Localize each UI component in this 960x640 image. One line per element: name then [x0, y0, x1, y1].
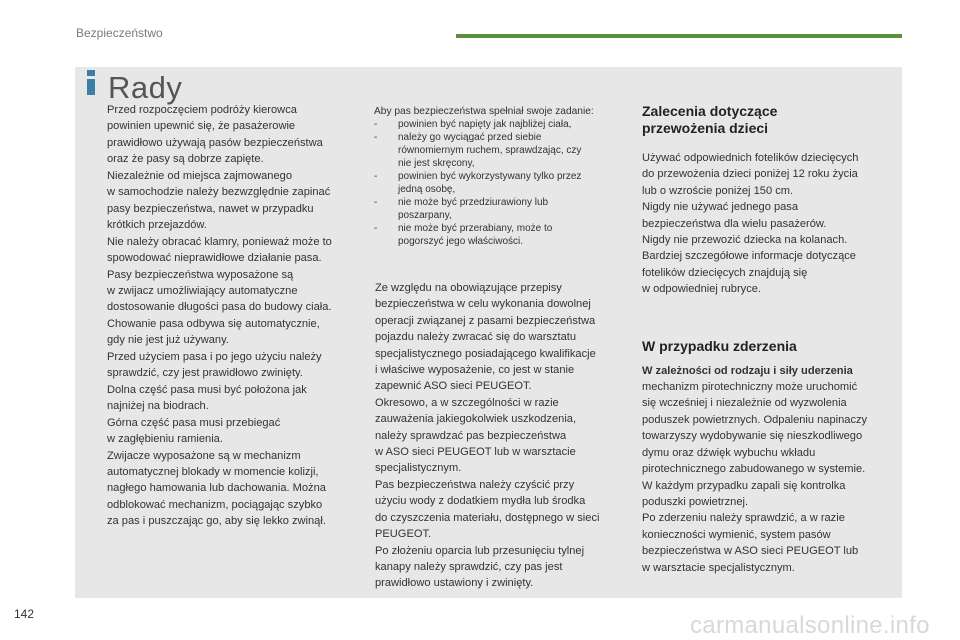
text-line: automatycznej blokady w momencie kolizji, [107, 465, 319, 478]
text-line: w warsztacie specjalistycznym. [642, 561, 795, 574]
rule-line: jedną osobę, [398, 184, 456, 195]
text-line: operacji związanej z pasami bezpieczeństwa [375, 314, 596, 327]
heading-collision: W przypadku zderzenia [642, 337, 797, 354]
text-line: Nigdy nie przewozić dziecka na kolanach. [642, 234, 848, 247]
text-line: Okresowo, a w szczególności w razie [375, 396, 559, 409]
text-line: należy sprawdzać pas bezpieczeństwa [375, 429, 567, 442]
text-line: PEUGEOT. [375, 528, 432, 541]
text-line: pojazdu należy zwracać się do warsztatu [375, 331, 577, 344]
text-line: lub o wzroście poniżej 150 cm. [642, 184, 794, 197]
text-line: nagłego hamowania lub dachowania. Można [107, 482, 326, 495]
text-line: prawidłowo ustawiony i zwinięty. [375, 577, 534, 590]
text-line: specjalistycznego posiadającego kwalifikacje [375, 347, 596, 360]
text-line: powinien upewnić się, że pasażerowie [107, 120, 296, 133]
text-line: za pas i puszczając go, aby się lekko zwinął. [107, 515, 326, 528]
text-line: Niezależnie od miejsca zajmowanego [107, 169, 292, 182]
text-line: Dolna część pasa musi być położona jak [107, 383, 307, 396]
text-line: dostosowanie długości pasa do budowy ciała. [107, 301, 332, 314]
text-line: Przed rozpoczęciem podróży kierowca [107, 104, 297, 116]
collision-subheading: W zależności od rodzaju i siły uderzenia [642, 364, 853, 377]
text-line: użyciu wody z dodatkiem mydła lub środka [375, 495, 586, 508]
dash-bullet: - [374, 119, 378, 130]
text-line: w zagłębieniu ramienia. [107, 433, 223, 446]
text-line: bezpieczeństwa w ASO sieci PEUGEOT lub [642, 545, 859, 558]
text-line: Ze względu na obowiązujące przepisy [375, 282, 562, 294]
paragraph-child-transport [642, 150, 900, 298]
rule-line: nie może być przerabiany, może to [398, 223, 553, 234]
rule-item [374, 222, 630, 248]
text-line: W każdym przypadku zapali się kontrolka [642, 479, 846, 492]
text-line: do przewożenia dzieci poniżej 12 roku życia [642, 168, 858, 181]
rule-line: nie może być przedziurawiony lub [398, 197, 549, 208]
text-line: zapewnić ASO sieci PEUGEOT. [375, 380, 532, 393]
dash-bullet: - [374, 171, 378, 182]
heading-child-transport [642, 103, 900, 137]
text-line: zauważenia jakiegokolwiek uszkodzenia, [375, 413, 577, 426]
rules-list [374, 118, 630, 248]
text-line: w ASO sieci PEUGEOT lub w warsztacie [375, 446, 576, 459]
rule-line: powinien być napięty jak najbliżej ciała, [398, 119, 572, 130]
text-line: gdy nie jest już używany. [107, 334, 229, 347]
page-number: 142 [14, 607, 35, 621]
rule-item [374, 118, 630, 131]
dash-bullet: - [374, 132, 378, 143]
paragraph-collision [642, 363, 900, 576]
text-line: poduszek powietrznych. Odpaleniu napinaczy [642, 413, 868, 426]
text-line: Przed użyciem pasa i po jego użyciu należy [107, 350, 322, 363]
text-line: odblokować mechanizm, pociągając szybko [107, 498, 323, 511]
text-line: Nie należy obracać klamry, ponieważ może to [107, 235, 332, 248]
heading-line: Zalecenia dotyczące [642, 103, 778, 119]
text-line: i właściwe wyposażenie, co jest w stanie [375, 364, 575, 377]
text-line: bezpieczeństwa dla wielu pasażerów. [642, 217, 827, 230]
text-line: towarzyszy wydobywanie się nieszkodliwego [642, 430, 863, 443]
text-line: Po złożeniu oparcia lub przesunięciu tylnej [375, 544, 585, 557]
info-icon [86, 70, 99, 100]
text-line: do czyszczenia materiału, dostępnego w sieci [375, 511, 600, 524]
heading-line: przewożenia dzieci [642, 120, 769, 136]
text-line: poduszki powietrznej. [642, 495, 749, 508]
text-line: dymu oraz dźwięk wybuchu wkładu [642, 446, 816, 459]
text-line: bezpieczeństwa w celu wykonania dowolnej [375, 298, 591, 311]
text-line: spowodować nieprawidłowe działanie pasa. [107, 252, 322, 265]
text-line: Bardziej szczegółowe informacje dotyczące [642, 250, 856, 263]
text-line: sprawdzić, czy jest prawidłowo zwinięty. [107, 367, 303, 380]
dash-bullet: - [374, 223, 378, 234]
text-line: pirotechnicznego zabudowanego w systemie. [642, 463, 866, 476]
rule-item [374, 131, 630, 170]
rule-line: należy go wyciągać przed siebie [398, 132, 542, 143]
rules-intro: Aby pas bezpieczeństwa spełniał swoje zadanie: [374, 106, 594, 117]
text-line: pasy bezpieczeństwa, nawet w przypadku [107, 202, 314, 215]
text-line: Chowanie pasa odbywa się automatycznie, [107, 317, 320, 330]
rule-item [374, 196, 630, 222]
text-line: Zwijacze wyposażone są w mechanizm [107, 449, 301, 462]
column-middle-rules [374, 105, 630, 248]
column-middle-text [375, 280, 633, 592]
text-line: Po zderzeniu należy sprawdzić, a w razie [642, 512, 845, 525]
text-line: Używać odpowiednich fotelików dziecięcych [642, 152, 859, 164]
text-line: w odpowiedniej rubryce. [642, 283, 762, 296]
text-line: Górna część pasa musi przebiegać [107, 416, 281, 429]
dash-bullet: - [374, 197, 378, 208]
text-line: Pas bezpieczeństwa należy czyścić przy [375, 478, 575, 491]
text-line: prawidłowo używają pasów bezpieczeństwa [107, 136, 323, 149]
text-line: Pasy bezpieczeństwa wyposażone są [107, 268, 294, 281]
text-line: krótkich przejazdów. [107, 219, 207, 232]
watermark: carmanualsonline.info [690, 612, 930, 639]
text-line: w zwijacz umożliwiający automatyczne [107, 284, 298, 297]
text-line: specjalistycznym. [375, 462, 462, 475]
text-line: w samochodzie należy bezwzględnie zapinać [107, 186, 331, 199]
rule-line: powinien być wykorzystywany tylko przez [398, 171, 582, 182]
header-accent-line [456, 34, 902, 38]
rule-line: pogorszyć jego właściwości. [398, 236, 524, 247]
text-line: fotelików dziecięcych znajdują się [642, 266, 808, 279]
column-right [642, 103, 900, 576]
panel-title: Rady [108, 70, 183, 105]
rule-line: równomiernym ruchem, sprawdzając, czy [398, 145, 582, 156]
text-line: oraz że pasy są dobrze zapięte. [107, 153, 264, 166]
text-line: się wcześniej i niezależnie od wyzwolenia [642, 397, 847, 410]
column-left-text [107, 102, 365, 530]
text-line: Nigdy nie używać jednego pasa [642, 201, 799, 214]
text-line: mechanizm pirotechniczny może uruchomić [642, 381, 858, 394]
section-title: Bezpieczeństwo [76, 26, 163, 40]
text-line: najniżej na biodrach. [107, 400, 209, 413]
text-line: kanapy należy sprawdzić, czy pas jest [375, 560, 563, 573]
rule-item [374, 170, 630, 196]
rule-line: poszarpany, [398, 210, 452, 221]
rule-line: nie jest skręcony, [398, 158, 475, 169]
text-line: konieczności wymienić, system pasów [642, 528, 831, 541]
